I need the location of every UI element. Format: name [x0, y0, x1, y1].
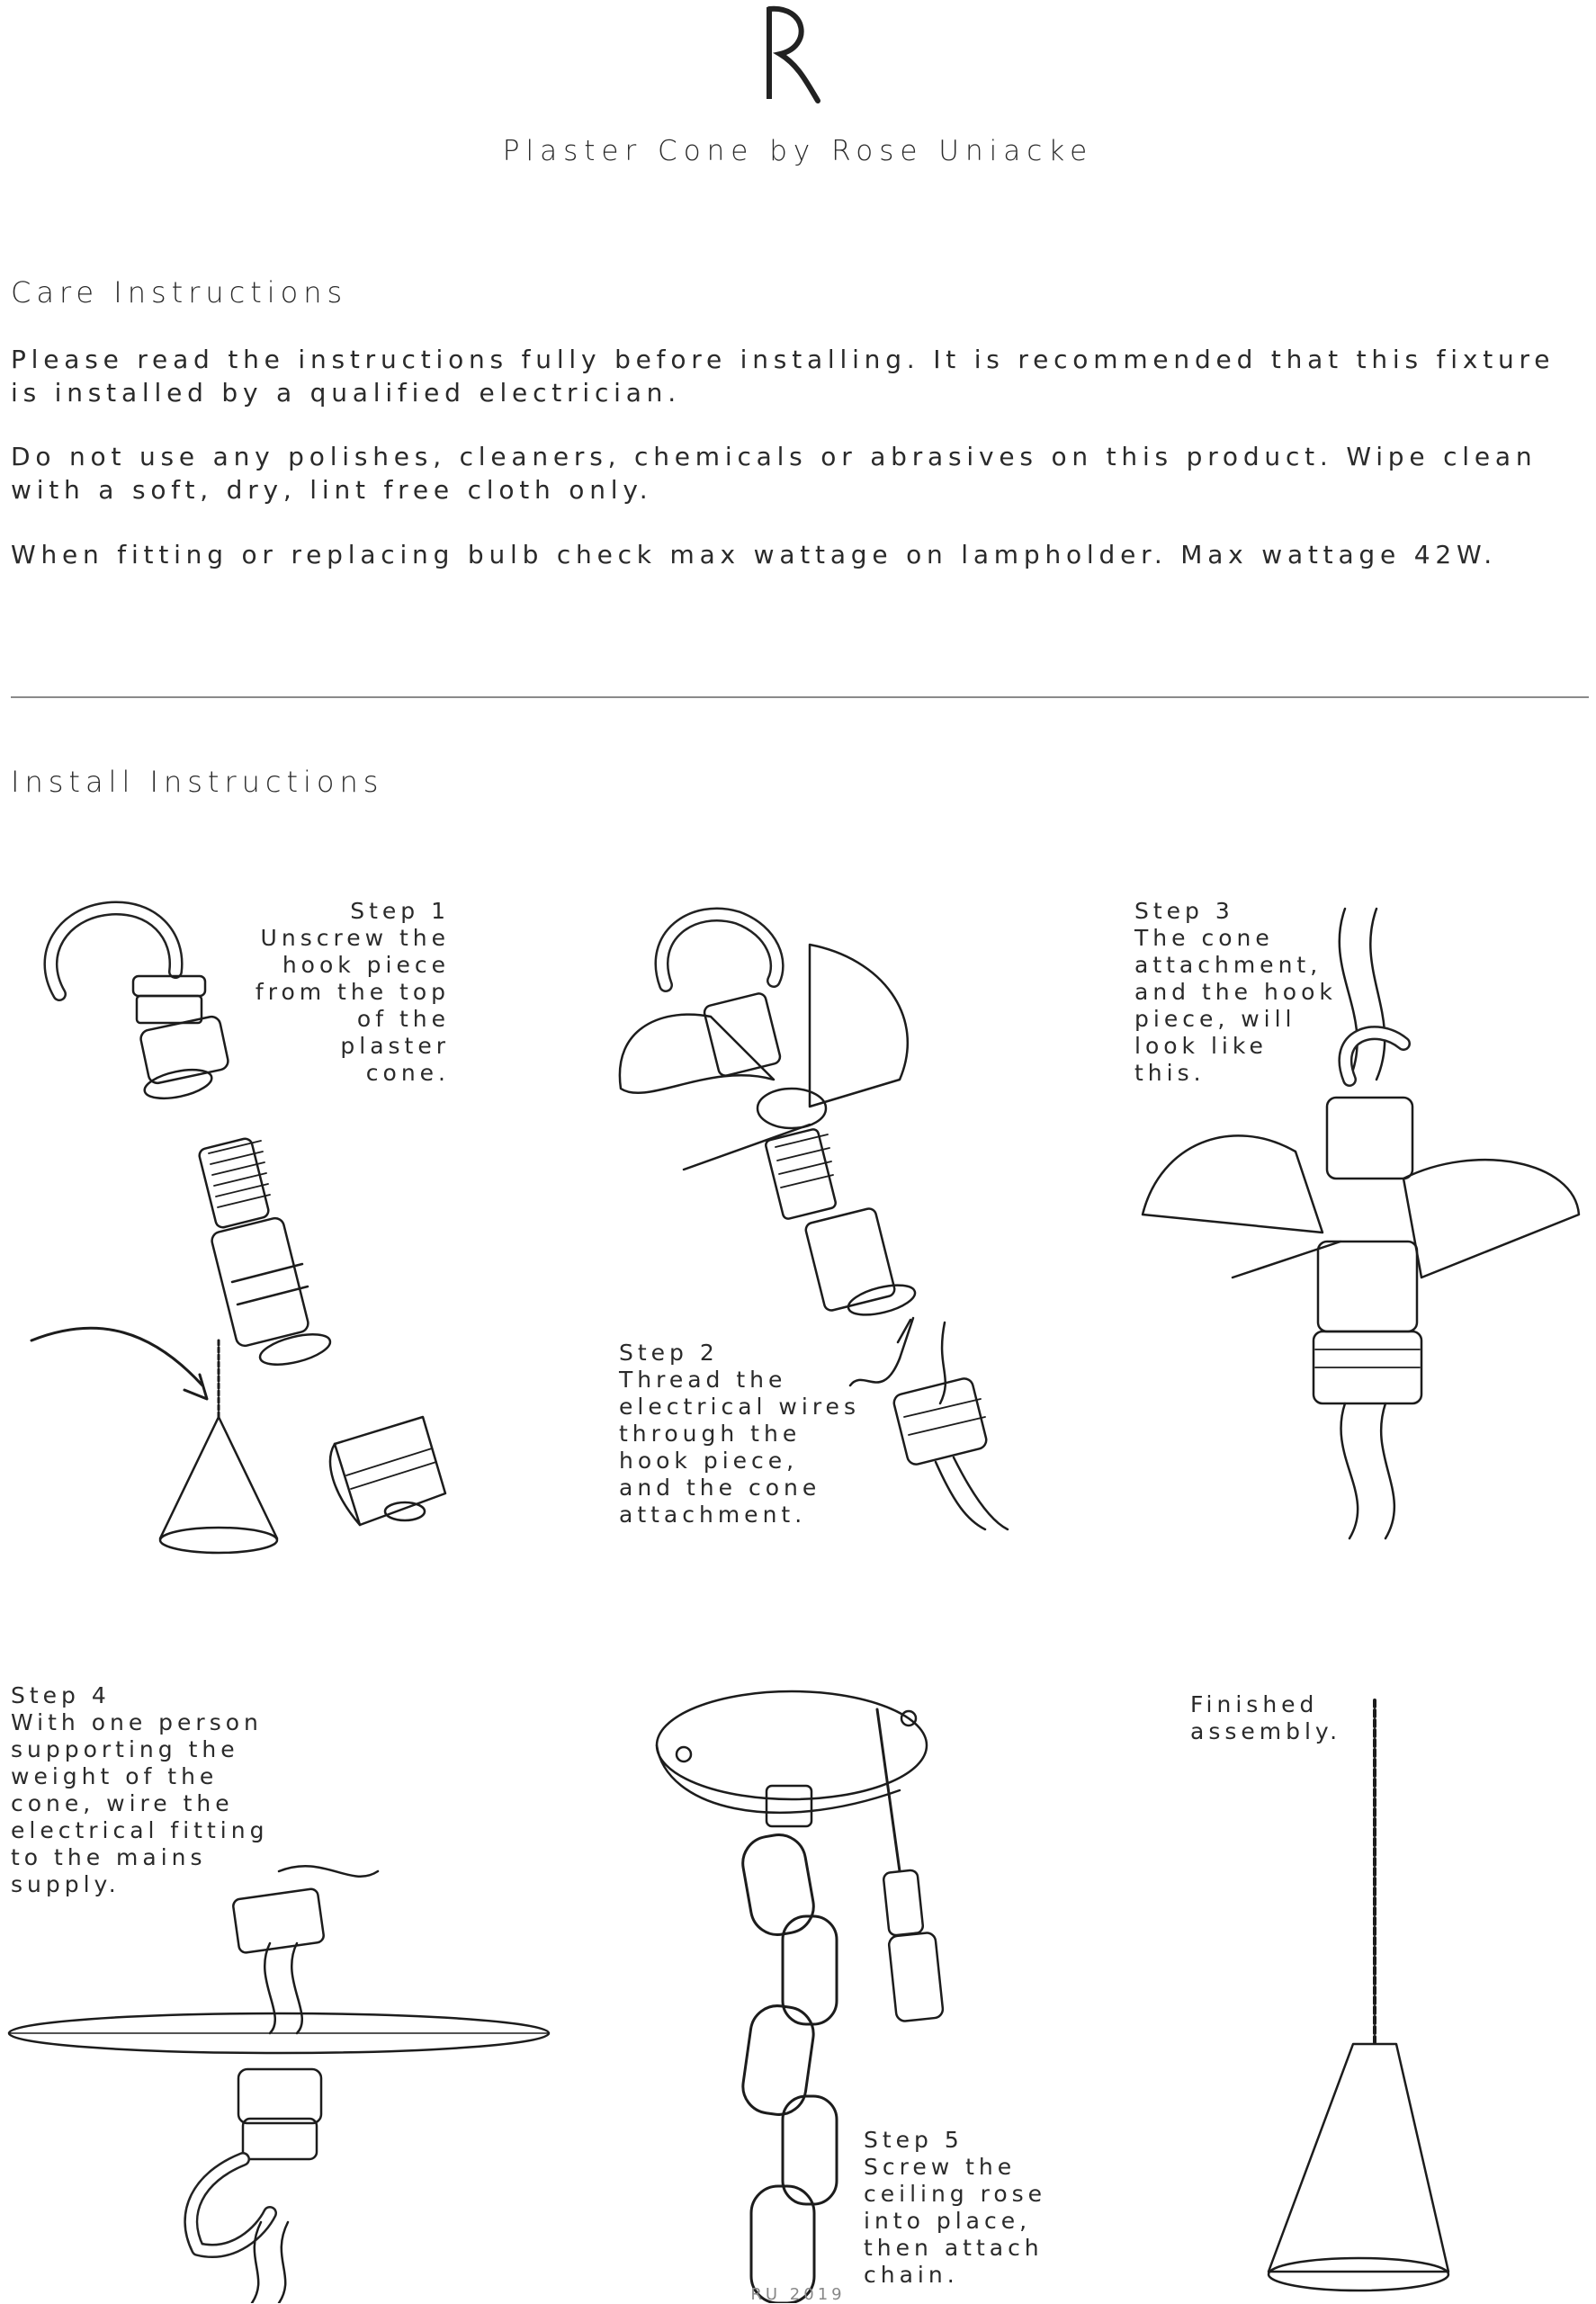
screwdriver-icon [877, 1709, 944, 2022]
step-1-text: Unscrew the hook piece from the top of the plaster cone. [255, 925, 450, 1086]
hook-piece-illustration [50, 909, 229, 1104]
cone-attachment-illustration [330, 1417, 445, 1525]
step-3-title: Step 3 [1134, 898, 1234, 924]
step-5-text: Screw the ceiling rose into place, then attach chain. [864, 2154, 1047, 2288]
care-paragraph-1: Please read the instructions fully before installing. It is recommended that this fixture is installed by a qualified electrician. [11, 345, 1556, 408]
finished-lamp-illustration [1269, 1700, 1448, 2291]
care-paragraph-3: When fitting or replacing bulb check max wattage on lampholder. Max wattage 42W. [11, 540, 1497, 569]
curved-arrow [31, 1328, 202, 1385]
fan-plate-illustration [620, 915, 918, 1321]
step-3-text: The cone attachment, and the hook piece, will look like this. [1134, 925, 1337, 1086]
finished-assembly-text: Finished assembly. [1190, 1691, 1342, 1744]
footer-code: RU 2019 [750, 2285, 846, 2304]
step-4-title: Step 4 [11, 1682, 111, 1708]
install-heading: Install Instructions [11, 765, 384, 799]
step-2-text: Thread the electrical wires through the hook piece, and the cone attachment. [619, 1367, 860, 1528]
document-title: Plaster Cone by Rose Uniacke [502, 135, 1094, 167]
step-2-title: Step 2 [619, 1340, 719, 1366]
step-1-title: Step 1 [350, 898, 450, 924]
step-5-title: Step 5 [864, 2127, 964, 2153]
assembled-piece-illustration [1143, 909, 1579, 1538]
threaded-rod-illustration [198, 1137, 333, 1370]
care-paragraph-2: Do not use any polishes, cleaners, chemicals or abrasives on this product. Wipe clean with a soft, dry, lint free cloth only. [11, 442, 1538, 505]
step-4-text: With one person supporting the weight of the cone, wire the electrical fitting to the mains supply. [11, 1709, 269, 1897]
small-cone-illustration [160, 1340, 277, 1553]
wiring-plate-illustration [9, 1866, 549, 2303]
wires-illustration [850, 1318, 1008, 1529]
care-heading: Care Instructions [11, 275, 348, 309]
